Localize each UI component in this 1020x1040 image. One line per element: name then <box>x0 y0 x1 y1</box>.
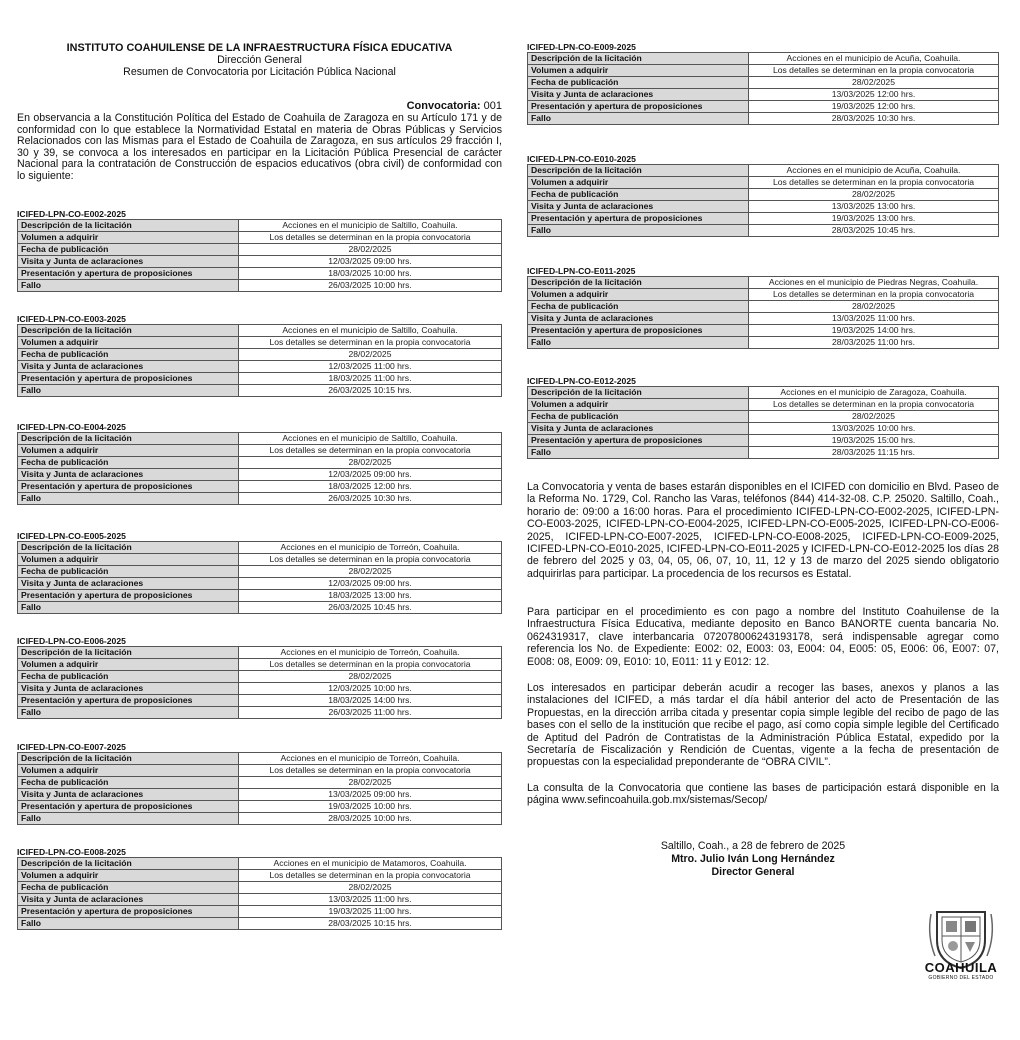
row-value: 18/03/2025 14:00 hrs. <box>239 695 502 707</box>
table-row <box>18 554 502 566</box>
consultation-paragraph: La consulta de la Convocatoria que contiene las bases de participación estará disponible en la página www.sefincoahuila.gob.mx/sistemas/Secop/ <box>527 782 999 807</box>
table-row <box>18 602 502 614</box>
row-label: Descripción de la licitación <box>18 858 239 870</box>
table-row <box>18 373 502 385</box>
row-value: 28/03/2025 10:45 hrs. <box>749 225 999 237</box>
licitacion-table <box>527 164 999 237</box>
table-row <box>18 870 502 882</box>
row-label: Volumen a adquirir <box>18 337 239 349</box>
row-label: Volumen a adquirir <box>528 399 749 411</box>
row-label: Volumen a adquirir <box>18 232 239 244</box>
row-label: Volumen a adquirir <box>528 289 749 301</box>
row-label: Visita y Junta de aclaraciones <box>18 469 239 481</box>
row-value: Acciones en el municipio de Acuña, Coahuila. <box>749 53 999 65</box>
table-row <box>528 177 999 189</box>
table-row <box>18 385 502 397</box>
table-row <box>18 481 502 493</box>
table-row <box>528 289 999 301</box>
row-label: Presentación y apertura de proposiciones <box>18 695 239 707</box>
row-value: 28/02/2025 <box>749 301 999 313</box>
table-row <box>528 447 999 459</box>
row-label: Fecha de publicación <box>18 566 239 578</box>
licitacion-block <box>527 154 999 237</box>
table-row <box>18 801 502 813</box>
row-label: Visita y Junta de aclaraciones <box>18 894 239 906</box>
row-label: Descripción de la licitación <box>528 53 749 65</box>
licitacion-code: ICIFED-LPN-CO-E002-2025 <box>17 209 126 219</box>
row-label: Presentación y apertura de proposiciones <box>528 101 749 113</box>
row-value: Los detalles se determinan en la propia convocatoria <box>749 289 999 301</box>
summary-title: Resumen de Convocatoria por Licitación Pública Nacional <box>123 66 396 78</box>
table-row <box>528 165 999 177</box>
row-label: Volumen a adquirir <box>18 445 239 457</box>
row-value: Acciones en el municipio de Saltillo, Coahuila. <box>239 325 502 337</box>
table-row <box>528 213 999 225</box>
row-label: Visita y Junta de aclaraciones <box>18 789 239 801</box>
licitacion-code: ICIFED-LPN-CO-E007-2025 <box>17 742 126 752</box>
table-row <box>18 232 502 244</box>
licitacion-code: ICIFED-LPN-CO-E009-2025 <box>527 42 636 52</box>
table-row <box>18 789 502 801</box>
table-row <box>528 189 999 201</box>
row-label: Presentación y apertura de proposiciones <box>528 435 749 447</box>
table-row <box>18 244 502 256</box>
row-label: Volumen a adquirir <box>18 870 239 882</box>
licitacion-table <box>17 324 502 397</box>
row-label: Fallo <box>528 447 749 459</box>
table-row <box>528 313 999 325</box>
row-value: Los detalles se determinan en la propia convocatoria <box>239 232 502 244</box>
table-row <box>18 361 502 373</box>
row-value: 18/03/2025 13:00 hrs. <box>239 590 502 602</box>
row-value: 28/02/2025 <box>239 244 502 256</box>
pickup-paragraph: Los interesados en participar deberán acudir a recoger las bases, anexos y planos a las instalaciones del ICIFED, a más tardar el día hábil anterior del acto de Presentación de las Propuestas, en la dirección arriba citada y presentar copia simple legible del recibo de pago de las bases con el sello de la institución que recibe el pago, así como copia simple legible del Certificado de Aptitud del Padrón de Contratistas de la Administración Pública Estatal, expedido por la Secretaría de Fiscalización y Rendición de Cuentas, vigente a la fecha de presentación de propuestas con la especialidad preponderante de “OBRA CIVIL”. <box>527 682 999 769</box>
row-value: Acciones en el municipio de Piedras Negras, Coahuila. <box>749 277 999 289</box>
row-value: 13/03/2025 13:00 hrs. <box>749 201 999 213</box>
row-label: Fecha de publicación <box>18 671 239 683</box>
row-label: Visita y Junta de aclaraciones <box>18 256 239 268</box>
row-value: Los detalles se determinan en la propia convocatoria <box>749 65 999 77</box>
row-value: 13/03/2025 11:00 hrs. <box>749 313 999 325</box>
convocatoria-label: Convocatoria: <box>406 100 481 112</box>
row-value: 13/03/2025 10:00 hrs. <box>749 423 999 435</box>
row-value: 19/03/2025 12:00 hrs. <box>749 101 999 113</box>
row-label: Visita y Junta de aclaraciones <box>528 313 749 325</box>
licitacion-code: ICIFED-LPN-CO-E012-2025 <box>527 376 636 386</box>
licitacion-code: ICIFED-LPN-CO-E004-2025 <box>17 422 126 432</box>
table-row <box>18 882 502 894</box>
row-label: Descripción de la licitación <box>528 277 749 289</box>
row-label: Fecha de publicación <box>18 244 239 256</box>
table-row <box>528 325 999 337</box>
row-value: Los detalles se determinan en la propia convocatoria <box>239 659 502 671</box>
row-value: 28/02/2025 <box>239 349 502 361</box>
licitacion-table <box>527 386 999 459</box>
table-row <box>18 220 502 232</box>
table-row <box>528 101 999 113</box>
row-label: Presentación y apertura de proposiciones <box>18 481 239 493</box>
table-row <box>528 65 999 77</box>
row-value: Acciones en el municipio de Matamoros, Coahuila. <box>239 858 502 870</box>
row-value: 18/03/2025 12:00 hrs. <box>239 481 502 493</box>
row-value: 19/03/2025 15:00 hrs. <box>749 435 999 447</box>
table-row <box>18 858 502 870</box>
row-label: Fecha de publicación <box>528 301 749 313</box>
table-row <box>18 566 502 578</box>
table-row <box>18 777 502 789</box>
logo-wordmark: COAHUILA <box>924 960 998 975</box>
row-label: Visita y Junta de aclaraciones <box>528 89 749 101</box>
row-label: Visita y Junta de aclaraciones <box>18 683 239 695</box>
table-row <box>18 683 502 695</box>
row-label: Fallo <box>18 602 239 614</box>
row-value: Acciones en el municipio de Saltillo, Coahuila. <box>239 433 502 445</box>
licitacion-table <box>17 857 502 930</box>
row-value: 12/03/2025 09:00 hrs. <box>239 469 502 481</box>
row-value: 28/02/2025 <box>239 457 502 469</box>
table-row <box>18 647 502 659</box>
row-label: Volumen a adquirir <box>18 659 239 671</box>
table-row <box>18 765 502 777</box>
table-row <box>528 225 999 237</box>
licitacion-block <box>527 266 999 349</box>
convocatoria-number <box>17 100 502 112</box>
licitacion-block <box>527 42 999 125</box>
licitacion-table <box>17 646 502 719</box>
convocatoria-value: 001 <box>483 100 502 112</box>
licitacion-table <box>527 276 999 349</box>
table-row <box>18 280 502 292</box>
row-label: Fallo <box>528 225 749 237</box>
row-value: Los detalles se determinan en la propia convocatoria <box>239 445 502 457</box>
row-value: 28/02/2025 <box>239 566 502 578</box>
licitacion-block <box>17 742 502 825</box>
row-value: Los detalles se determinan en la propia convocatoria <box>239 337 502 349</box>
row-label: Presentación y apertura de proposiciones <box>528 325 749 337</box>
licitacion-code: ICIFED-LPN-CO-E008-2025 <box>17 847 126 857</box>
table-row <box>528 113 999 125</box>
row-value: 13/03/2025 11:00 hrs. <box>239 894 502 906</box>
row-label: Fecha de publicación <box>18 777 239 789</box>
row-value: 19/03/2025 14:00 hrs. <box>749 325 999 337</box>
row-value: 28/03/2025 10:15 hrs. <box>239 918 502 930</box>
row-label: Fallo <box>528 337 749 349</box>
row-label: Fecha de publicación <box>528 189 749 201</box>
row-label: Volumen a adquirir <box>18 765 239 777</box>
row-value: 12/03/2025 09:00 hrs. <box>239 578 502 590</box>
row-label: Presentación y apertura de proposiciones <box>18 268 239 280</box>
row-value: 26/03/2025 10:45 hrs. <box>239 602 502 614</box>
row-label: Visita y Junta de aclaraciones <box>528 423 749 435</box>
table-row <box>18 894 502 906</box>
signature-block <box>517 840 989 879</box>
row-label: Volumen a adquirir <box>528 177 749 189</box>
row-value: 28/03/2025 11:00 hrs. <box>749 337 999 349</box>
table-row <box>18 433 502 445</box>
table-row <box>528 89 999 101</box>
row-label: Fallo <box>18 493 239 505</box>
row-value: Los detalles se determinan en la propia convocatoria <box>239 765 502 777</box>
logo-subtitle: GOBIERNO DEL ESTADO <box>928 975 994 981</box>
row-label: Descripción de la licitación <box>528 387 749 399</box>
licitacion-code: ICIFED-LPN-CO-E011-2025 <box>527 266 636 276</box>
row-value: 28/03/2025 10:30 hrs. <box>749 113 999 125</box>
row-label: Descripción de la licitación <box>18 542 239 554</box>
row-label: Fallo <box>528 113 749 125</box>
row-value: 19/03/2025 10:00 hrs. <box>239 801 502 813</box>
row-value: Los detalles se determinan en la propia convocatoria <box>749 177 999 189</box>
row-value: Los detalles se determinan en la propia convocatoria <box>239 870 502 882</box>
row-value: 26/03/2025 10:30 hrs. <box>239 493 502 505</box>
licitacion-code: ICIFED-LPN-CO-E006-2025 <box>17 636 126 646</box>
row-label: Presentación y apertura de proposiciones <box>18 373 239 385</box>
row-value: 19/03/2025 11:00 hrs. <box>239 906 502 918</box>
row-value: 26/03/2025 11:00 hrs. <box>239 707 502 719</box>
licitacion-block <box>17 314 502 397</box>
row-label: Visita y Junta de aclaraciones <box>18 578 239 590</box>
licitacion-code: ICIFED-LPN-CO-E003-2025 <box>17 314 126 324</box>
row-value: 28/02/2025 <box>749 189 999 201</box>
table-row <box>528 387 999 399</box>
row-label: Presentación y apertura de proposiciones <box>528 213 749 225</box>
licitacion-table <box>17 752 502 825</box>
row-label: Fallo <box>18 813 239 825</box>
table-row <box>18 590 502 602</box>
row-value: Los detalles se determinan en la propia convocatoria <box>239 554 502 566</box>
row-value: 13/03/2025 09:00 hrs. <box>239 789 502 801</box>
row-value: 18/03/2025 10:00 hrs. <box>239 268 502 280</box>
table-row <box>18 918 502 930</box>
licitacion-table <box>17 541 502 614</box>
row-value: Acciones en el municipio de Torreón, Coahuila. <box>239 647 502 659</box>
table-row <box>18 659 502 671</box>
table-row <box>18 707 502 719</box>
row-label: Descripción de la licitación <box>18 647 239 659</box>
row-label: Fecha de publicación <box>528 77 749 89</box>
row-value: 28/02/2025 <box>749 411 999 423</box>
table-row <box>18 457 502 469</box>
table-row <box>18 542 502 554</box>
licitacion-table <box>17 432 502 505</box>
row-value: 26/03/2025 10:15 hrs. <box>239 385 502 397</box>
row-label: Presentación y apertura de proposiciones <box>18 906 239 918</box>
row-value: Los detalles se determinan en la propia convocatoria <box>749 399 999 411</box>
table-row <box>18 256 502 268</box>
table-row <box>528 399 999 411</box>
row-label: Descripción de la licitación <box>528 165 749 177</box>
row-value: Acciones en el municipio de Zaragoza, Coahuila. <box>749 387 999 399</box>
payment-paragraph: Para participar en el procedimiento es con pago a nombre del Instituto Coahuilense de la Infraestructura Física Educativa, mediante deposito en Banco BANORTE cuenta bancaria No. 0624319317, clave interbancaria 072078006243193178, será indispensable agregar como referencia los No. de Expediente: E002: 02, E003: 03, E004: 04, E005: 05, E006: 06, E007: 07, E008: 08, E009: 09, E010: 10, E011: 11 y E012: 12. <box>527 606 999 668</box>
licitacion-block <box>17 422 502 505</box>
licitacion-block <box>17 636 502 719</box>
table-row <box>18 493 502 505</box>
licitacion-table <box>527 52 999 125</box>
table-row <box>528 77 999 89</box>
row-value: 26/03/2025 10:00 hrs. <box>239 280 502 292</box>
row-label: Descripción de la licitación <box>18 325 239 337</box>
row-label: Fallo <box>18 280 239 292</box>
row-value: 28/03/2025 10:00 hrs. <box>239 813 502 825</box>
row-value: 18/03/2025 11:00 hrs. <box>239 373 502 385</box>
licitacion-code: ICIFED-LPN-CO-E010-2025 <box>527 154 636 164</box>
direction-name: Dirección General <box>217 54 302 66</box>
row-label: Volumen a adquirir <box>18 554 239 566</box>
row-label: Descripción de la licitación <box>18 220 239 232</box>
row-label: Fecha de publicación <box>18 882 239 894</box>
table-row <box>18 325 502 337</box>
row-value: Acciones en el municipio de Acuña, Coahuila. <box>749 165 999 177</box>
table-row <box>18 813 502 825</box>
row-value: 13/03/2025 12:00 hrs. <box>749 89 999 101</box>
table-row <box>528 301 999 313</box>
table-row <box>18 469 502 481</box>
place-date: Saltillo, Coah., a 28 de febrero de 2025 <box>660 840 846 852</box>
row-value: 19/03/2025 13:00 hrs. <box>749 213 999 225</box>
licitacion-block <box>527 376 999 459</box>
table-row <box>18 671 502 683</box>
table-row <box>18 349 502 361</box>
row-label: Fallo <box>18 707 239 719</box>
row-label: Fecha de publicación <box>18 457 239 469</box>
table-row <box>528 411 999 423</box>
table-row <box>528 201 999 213</box>
row-label: Presentación y apertura de proposiciones <box>18 801 239 813</box>
row-value: 28/02/2025 <box>239 882 502 894</box>
row-label: Fallo <box>18 918 239 930</box>
row-label: Fecha de publicación <box>18 349 239 361</box>
table-row <box>528 435 999 447</box>
row-value: Acciones en el municipio de Torreón, Coahuila. <box>239 542 502 554</box>
licitacion-table <box>17 219 502 292</box>
table-row <box>18 906 502 918</box>
row-value: 12/03/2025 10:00 hrs. <box>239 683 502 695</box>
row-label: Fecha de publicación <box>528 411 749 423</box>
table-row <box>528 277 999 289</box>
institute-name: INSTITUTO COAHUILENSE DE LA INFRAESTRUCTURA FÍSICA EDUCATIVA <box>66 42 453 54</box>
row-label: Visita y Junta de aclaraciones <box>18 361 239 373</box>
table-row <box>18 753 502 765</box>
licitacion-block <box>17 209 502 292</box>
table-row <box>528 53 999 65</box>
table-row <box>528 337 999 349</box>
licitacion-block <box>17 847 502 930</box>
row-label: Descripción de la licitación <box>18 433 239 445</box>
row-value: 28/02/2025 <box>239 777 502 789</box>
row-value: 28/02/2025 <box>749 77 999 89</box>
row-label: Visita y Junta de aclaraciones <box>528 201 749 213</box>
row-value: 28/03/2025 11:15 hrs. <box>749 447 999 459</box>
row-value: Acciones en el municipio de Torreón, Coahuila. <box>239 753 502 765</box>
table-row <box>18 695 502 707</box>
signatory-name: Mtro. Julio Iván Long Hernández <box>671 853 835 865</box>
row-label: Presentación y apertura de proposiciones <box>18 590 239 602</box>
table-row <box>18 445 502 457</box>
table-row <box>18 578 502 590</box>
row-value: Acciones en el municipio de Saltillo, Coahuila. <box>239 220 502 232</box>
row-value: 12/03/2025 11:00 hrs. <box>239 361 502 373</box>
signatory-title: Director General <box>711 866 795 878</box>
intro-paragraph: En observancia a la Constitución Política del Estado de Coahuila de Zaragoza en su Artículo 171 y de conformidad con lo que establece la Normatividad Estatal en materia de Obras Públicas y Servicios Relacionados con las Mismas para el Estado de Coahuila de Zaragoza, en sus artículos 29 fracción I, 30 y 39, se convoca a los interesados en participar en la Licitación Pública Presencial de carácter Nacional para la contratación de Construcción de espacios educativos (obra civil) de conformidad con lo siguiente: <box>17 112 502 182</box>
row-label: Fallo <box>18 385 239 397</box>
row-label: Volumen a adquirir <box>528 65 749 77</box>
left-column <box>17 42 502 928</box>
table-row <box>18 268 502 280</box>
row-label: Descripción de la licitación <box>18 753 239 765</box>
table-row <box>18 337 502 349</box>
licitacion-code: ICIFED-LPN-CO-E005-2025 <box>17 531 126 541</box>
table-row <box>528 423 999 435</box>
row-value: 12/03/2025 09:00 hrs. <box>239 256 502 268</box>
bases-paragraph: La Convocatoria y venta de bases estarán disponibles en el ICIFED con domicilio en Blvd. Paseo de la Reforma No. 1729, Col. Rancho las Varas, teléfonos (844) 414-32-08. C.P. 25020. Saltillo, Coah., horario de: 09:00 a 16:00 horas. Para el procedimiento ICIFED-LPN-CO-E002-2025, ICIFED-LPN-CO-E003-2025, ICIFED-LPN-CO-E004-2025, ICIFED-LPN-CO-E005-2025, ICIFED-LPN-CO-E006-2025, ICIFED-LPN-CO-E007-2025, ICIFED-LPN-CO-E008-2025, ICIFED-LPN-CO-E009-2025, ICIFED-LPN-CO-E010-2025, ICIFED-LPN-CO-E011-2025 y ICIFED-LPN-CO-E012-2025 los días 28 de febrero del 2025 y 03, 04, 05, 06, 07, 10, 11, 12 y 13 de marzo del 2025 siendo obligatorio adquirirlas para participar. La procedencia de los recursos es Estatal. <box>527 481 999 580</box>
document-header <box>17 42 502 78</box>
row-value: 28/02/2025 <box>239 671 502 683</box>
licitacion-block <box>17 531 502 614</box>
